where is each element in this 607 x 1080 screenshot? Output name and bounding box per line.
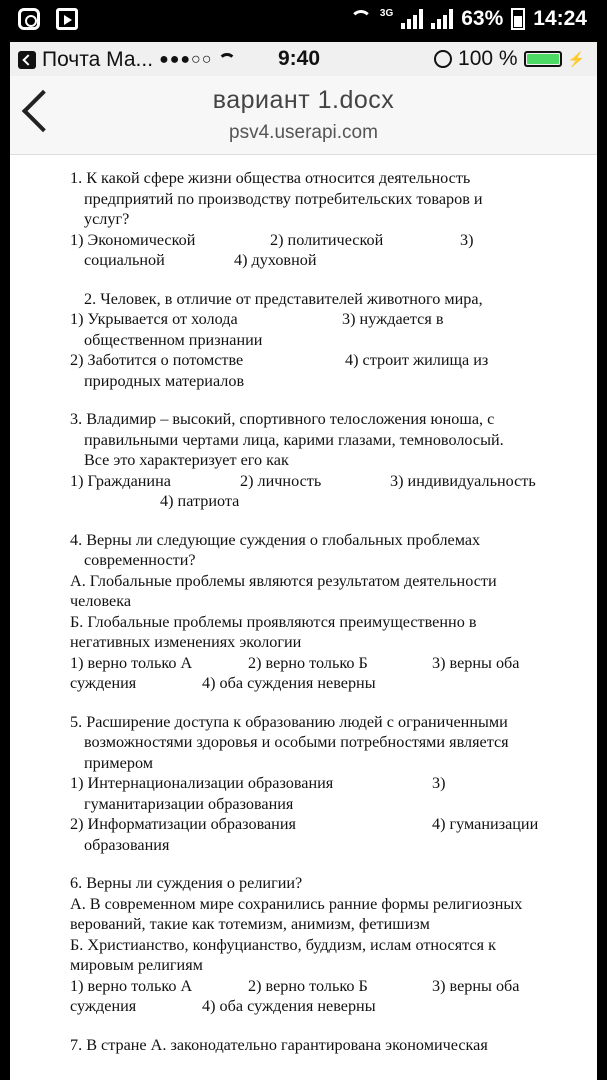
answer-option: 2) Заботится о потомстве — [70, 351, 244, 369]
network-type: 3G — [379, 7, 394, 19]
answer-option: 3) — [460, 230, 474, 249]
answer-option: общественном признании — [84, 330, 263, 349]
question-text: примером — [84, 753, 153, 772]
answer-option: 1) Экономической — [70, 230, 196, 249]
answer-option: 1) Интернационализации образования — [70, 774, 334, 792]
question-text: 7. В стране А. законодательно гарантирована экономическая — [70, 1035, 488, 1054]
statement-b: негативных изменениях экологии — [70, 633, 302, 651]
answer-option: 2) верно только Б — [248, 976, 368, 995]
question-6 — [70, 873, 560, 1017]
answer-row — [70, 350, 560, 371]
answer-option: 3) нуждается в — [342, 310, 444, 328]
question-text: 3. Владимир – высокий, спортивного телосложения юноша, с — [70, 410, 495, 428]
back-arrow-icon — [18, 51, 36, 69]
answer-option: 3) — [432, 774, 446, 792]
statement-a: человека — [70, 592, 132, 610]
answer-option: 4) гуманизации — [432, 815, 539, 833]
answer-option: суждения — [70, 674, 137, 692]
statement-b: Б. Христианство, конфуцианство, буддизм, ислам относятся к — [70, 935, 497, 954]
answer-row — [70, 673, 560, 694]
answer-option: 3) индивидуальность — [390, 471, 536, 490]
answer-option: образования — [84, 835, 170, 854]
answer-option: 1) Гражданина — [70, 471, 171, 490]
android-status-bar — [0, 0, 607, 42]
question-text: услуг? — [84, 210, 130, 228]
answer-option: 4) патриота — [160, 492, 240, 510]
wifi-icon — [218, 53, 236, 67]
answer-option: 1) верно только А — [70, 653, 193, 672]
answer-option: 2) Информатизации образования — [70, 815, 296, 833]
answer-row — [70, 471, 560, 492]
question-2 — [70, 289, 560, 392]
answer-option: 1) Укрывается от холода — [70, 310, 238, 328]
signal-icon-2 — [431, 9, 453, 29]
question-text: возможностями здоровья и особыми потребностями является — [84, 733, 509, 751]
question-3 — [70, 409, 560, 512]
answer-option: природных материалов — [84, 371, 245, 390]
question-text: 6. Верны ли суждения о религии? — [70, 874, 303, 892]
back-app-label: Почта Ма... — [42, 48, 154, 71]
document-title: вариант 1.docx — [212, 86, 395, 114]
answer-option: 2) политической — [270, 230, 384, 249]
answer-option: гуманитаризации образования — [84, 794, 294, 813]
answer-option: 4) оба суждения неверны — [202, 997, 376, 1015]
question-5 — [70, 712, 560, 856]
statement-b: Б. Глобальные проблемы проявляются преимущественно в — [70, 612, 477, 631]
battery-percent: 63% — [461, 7, 504, 30]
question-text: 1. К какой сфере жизни общества относится деятельность — [70, 169, 471, 187]
answer-row — [70, 230, 560, 251]
answer-row — [70, 976, 560, 997]
question-4 — [70, 530, 560, 694]
question-text: правильными чертами лица, карими глазами, темноволосый. — [84, 430, 504, 449]
wifi-icon — [350, 10, 372, 28]
question-text: предприятий по производству потребительских товаров и — [84, 189, 483, 208]
answer-option: 4) оба суждения неверны — [202, 674, 376, 692]
answer-row — [70, 653, 560, 674]
ios-status-bar — [10, 42, 597, 76]
phone-screen — [10, 42, 597, 1080]
answer-option: 2) личность — [240, 471, 322, 490]
clock: 14:24 — [533, 7, 587, 30]
ios-battery-icon — [524, 51, 562, 67]
answer-row — [70, 814, 560, 835]
signal-dots: ●●●○○ — [159, 51, 213, 68]
statement-a: А. Глобальные проблемы являются результатом деятельности — [70, 571, 497, 590]
ios-clock: 9:40 — [278, 47, 321, 70]
answer-row — [70, 309, 560, 330]
ios-battery-percent: 100 % — [458, 47, 518, 70]
answer-option: 2) верно только Б — [248, 653, 368, 672]
question-text: 5. Расширение доступа к образованию людей с ограниченными — [70, 712, 508, 731]
instagram-icon — [18, 8, 40, 30]
question-text: 4. Верны ли следующие суждения о глобальных проблемах — [70, 530, 481, 549]
document-content — [70, 168, 560, 1073]
question-1 — [70, 168, 560, 271]
rotation-lock-icon — [434, 50, 452, 68]
play-store-icon — [56, 8, 78, 30]
answer-option: социальной — [84, 251, 165, 269]
return-to-app[interactable] — [18, 48, 236, 72]
answer-row — [70, 491, 560, 512]
answer-option: суждения — [70, 997, 137, 1015]
answer-option: 1) верно только А — [70, 976, 193, 995]
document-host: psv4.userapi.com — [229, 122, 378, 143]
answer-option: 4) строит жилища из — [345, 351, 489, 369]
document-header — [10, 76, 597, 155]
question-7 — [70, 1035, 560, 1056]
answer-row — [70, 996, 560, 1017]
statement-a: А. В современном мире сохранились ранние формы религиозных — [70, 894, 523, 913]
signal-icon — [401, 9, 423, 29]
charging-icon: ⚡ — [567, 50, 585, 67]
answer-option: 3) верны оба — [432, 976, 520, 995]
question-text: современности? — [84, 551, 196, 569]
battery-icon — [511, 8, 525, 30]
answer-row — [70, 773, 560, 794]
statement-a: верований, такие как тотемизм, анимизм, фетишизм — [70, 915, 430, 933]
statement-b: мировым религиям — [70, 956, 203, 974]
answer-option: 4) духовной — [234, 251, 317, 269]
answer-option: 3) верны оба — [432, 653, 520, 672]
answer-row — [70, 250, 560, 271]
question-text: 2. Человек, в отличие от представителей животного мира, — [84, 289, 483, 308]
question-text: Все это характеризует его как — [84, 451, 289, 469]
